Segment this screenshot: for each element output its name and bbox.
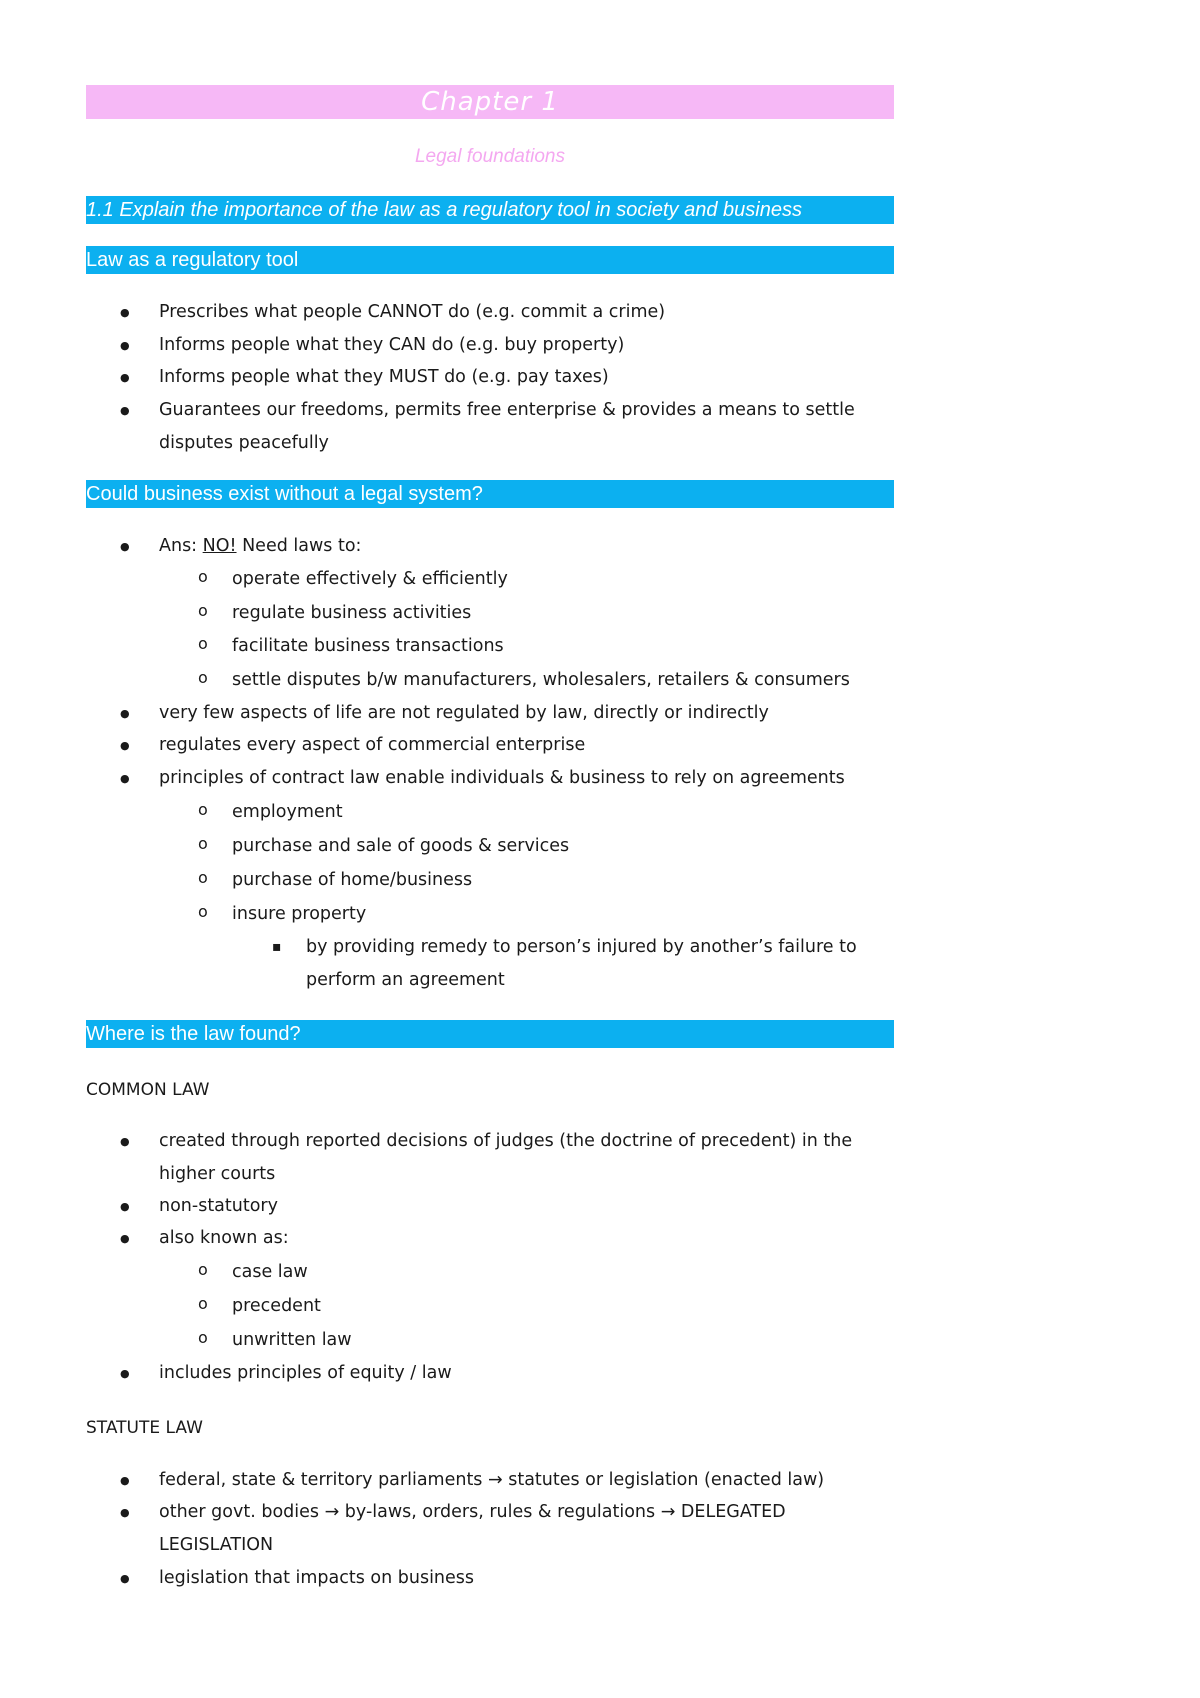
- circle-bullet-icon: [198, 1294, 208, 1314]
- bullet-icon: [120, 1132, 130, 1152]
- list-item: Prescribes what people CANNOT do (e.g. commit a crime): [159, 302, 666, 322]
- bullet-icon: [120, 1471, 130, 1491]
- list-item: Informs people what they CAN do (e.g. buy property): [159, 335, 625, 355]
- section-heading-regulatory-tool: Law as a regulatory tool: [86, 246, 894, 274]
- list-item: federal, state & territory parliaments → statutes or legislation (enacted law): [159, 1470, 825, 1490]
- list-item: created through reported decisions of judges (the doctrine of precedent) in the higher courts: [159, 1131, 853, 1184]
- answer-no: NO!: [202, 536, 237, 556]
- section-heading-business-without-law: Could business exist without a legal system?: [86, 480, 894, 508]
- bullet-icon: [120, 537, 130, 557]
- bullet-icon: [120, 1197, 130, 1217]
- list-item: includes principles of equity / law: [159, 1363, 452, 1383]
- common-law-label: COMMON LAW: [86, 1080, 210, 1100]
- circle-bullet-icon: [198, 601, 208, 621]
- list-item: principles of contract law enable individuals & business to rely on agreements: [159, 768, 845, 788]
- circle-bullet-icon: [198, 1260, 208, 1280]
- bullet-icon: [120, 1503, 130, 1523]
- objective-heading: 1.1 Explain the importance of the law as a regulatory tool in society and business: [86, 196, 894, 224]
- sub-list-item: operate effectively & efficiently: [232, 569, 508, 589]
- list-item: also known as:: [159, 1228, 289, 1248]
- bullet-icon: [120, 1364, 130, 1384]
- bullet-icon: [120, 704, 130, 724]
- bullet-icon: [120, 1569, 130, 1589]
- square-bullet-icon: [272, 937, 282, 957]
- circle-bullet-icon: [198, 634, 208, 654]
- circle-bullet-icon: [198, 567, 208, 587]
- section-heading-where-law-found: Where is the law found?: [86, 1020, 894, 1048]
- circle-bullet-icon: [198, 902, 208, 922]
- list-item: other govt. bodies → by-laws, orders, rules & regulations → DELEGATED LEGISLATION: [159, 1502, 786, 1555]
- answer-prefix: Ans:: [159, 536, 203, 556]
- bullet-icon: [120, 401, 130, 421]
- sub-list-item: settle disputes b/w manufacturers, wholesalers, retailers & consumers: [232, 670, 850, 690]
- sub-list-item: purchase of home/business: [232, 870, 473, 890]
- list-item: non-statutory: [159, 1196, 278, 1216]
- chapter-title: Chapter 1: [86, 85, 894, 119]
- list-item: regulates every aspect of commercial enterprise: [159, 735, 586, 755]
- circle-bullet-icon: [198, 800, 208, 820]
- circle-bullet-icon: [198, 1328, 208, 1348]
- statute-law-label: STATUTE LAW: [86, 1418, 203, 1438]
- sub-list-item: employment: [232, 802, 343, 822]
- sub-list-item: unwritten law: [232, 1330, 352, 1350]
- list-item: legislation that impacts on business: [159, 1568, 475, 1588]
- circle-bullet-icon: [198, 668, 208, 688]
- sub-list-item: precedent: [232, 1296, 321, 1316]
- list-item-answer: [159, 530, 894, 563]
- bullet-icon: [120, 336, 130, 356]
- list-item: Guarantees our freedoms, permits free enterprise & provides a means to settle disputes peacefully: [159, 400, 855, 453]
- list-item: very few aspects of life are not regulated by law, directly or indirectly: [159, 703, 769, 723]
- circle-bullet-icon: [198, 868, 208, 888]
- bullet-icon: [120, 769, 130, 789]
- bullet-icon: [120, 1229, 130, 1249]
- sub-list-item: purchase and sale of goods & services: [232, 836, 570, 856]
- chapter-subtitle: Legal foundations: [414, 146, 565, 167]
- list-item: Informs people what they MUST do (e.g. pay taxes): [159, 367, 609, 387]
- circle-bullet-icon: [198, 834, 208, 854]
- sub-list-item: facilitate business transactions: [232, 636, 504, 656]
- answer-rest: Need laws to:: [236, 536, 362, 556]
- bullet-icon: [120, 368, 130, 388]
- bullet-icon: [120, 736, 130, 756]
- sub-list-item: regulate business activities: [232, 603, 472, 623]
- sub-sub-list-item: by providing remedy to person’s injured by another’s failure to perform an agreement: [306, 937, 857, 990]
- sub-list-item: insure property: [232, 904, 367, 924]
- bullet-icon: [120, 303, 130, 323]
- sub-list-item: case law: [232, 1262, 308, 1282]
